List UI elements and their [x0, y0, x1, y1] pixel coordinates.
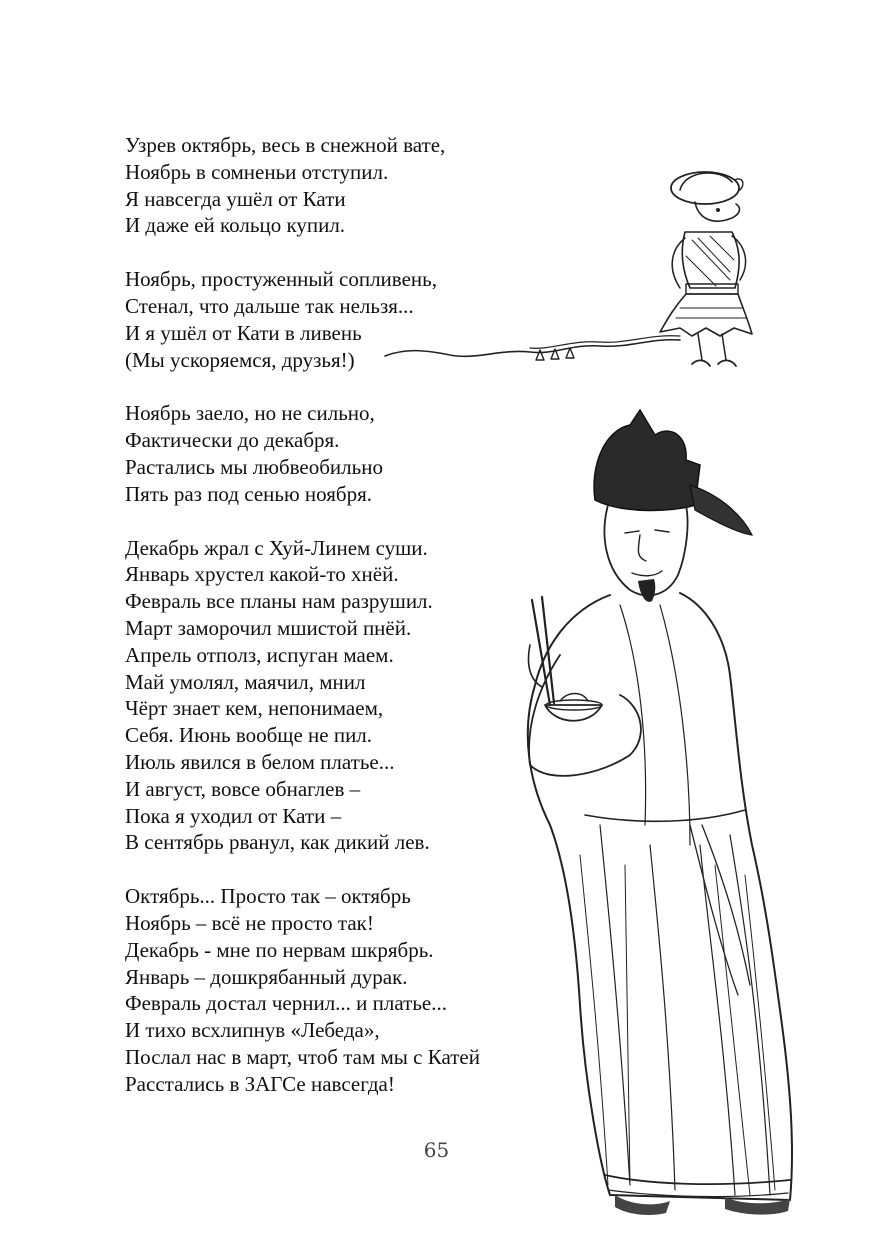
poem-line: И даже ей кольцо купил.: [125, 213, 346, 238]
page-number: 65: [423, 1138, 450, 1162]
mouse-lady-sketch: [380, 160, 790, 380]
poem-line: Ноябрь, простуженный сопливень,: [125, 267, 437, 292]
poem-line: Послал нас в март, чтоб там мы с Катей: [125, 1044, 480, 1069]
chinese-scholar-sketch: [490, 405, 820, 1220]
poem-line: Себя. Июнь вообще не пил.: [125, 723, 373, 748]
poem-line: Апрель отполз, испуган маем.: [125, 642, 394, 667]
poem-line: Май умолял, маячил, мнил: [125, 669, 366, 694]
poem-line: Февраль все планы нам разрушил.: [125, 589, 433, 614]
poem-line: Февраль достал чернил... и платье...: [125, 991, 447, 1016]
poem-line: Март заморочил мшистой пнёй.: [125, 615, 412, 640]
poem-line: Октябрь... Просто так – октябрь: [125, 884, 411, 909]
poem-line: Узрев октябрь, весь в снежной вате,: [125, 133, 446, 157]
poem-line: Стенал, что дальше так нельзя...: [125, 293, 414, 318]
poem-line: Ноябрь заело, но не сильно,: [125, 401, 375, 426]
poem-line: Растались мы любвеобильно: [125, 454, 383, 479]
poem-line: Расстались в ЗАГСе навсегда!: [125, 1071, 395, 1096]
poem-line: Чёрт знает кем, непонимаем,: [125, 696, 384, 721]
poem-line: Пять раз под сенью ноября.: [125, 481, 373, 506]
poem-line: И август, вовсе обнаглев –: [125, 776, 361, 801]
poem-line: Декабрь - мне по нервам шкрябрь.: [125, 937, 434, 962]
poem-line: (Мы ускоряемся, друзья!): [125, 347, 355, 372]
poem-line: В сентябрь рванул, как дикий лев.: [125, 830, 430, 855]
poem-line: Ноябрь – всё не просто так!: [125, 910, 374, 935]
poem-line: Январь хрустел какой-то хнёй.: [125, 562, 399, 587]
poem-line: И я ушёл от Кати в ливень: [125, 320, 362, 345]
poem-line: Июль явился в белом платье...: [125, 749, 395, 774]
poem-line: Пока я уходил от Кати –: [125, 803, 342, 828]
poem-line: Ноябрь в сомненьи отступил.: [125, 159, 389, 184]
poem-line: Январь – дошкрябанный дурак.: [125, 964, 408, 989]
poem-line: Декабрь жрал с Хуй-Линем суши.: [125, 535, 428, 560]
poem-line: И тихо всхлипнув «Лебеда»,: [125, 1018, 380, 1043]
poem-line: Фактически до декабря.: [125, 428, 340, 453]
poem-line: Я навсегда ушёл от Кати: [125, 186, 346, 211]
bell-icon: [536, 348, 574, 360]
